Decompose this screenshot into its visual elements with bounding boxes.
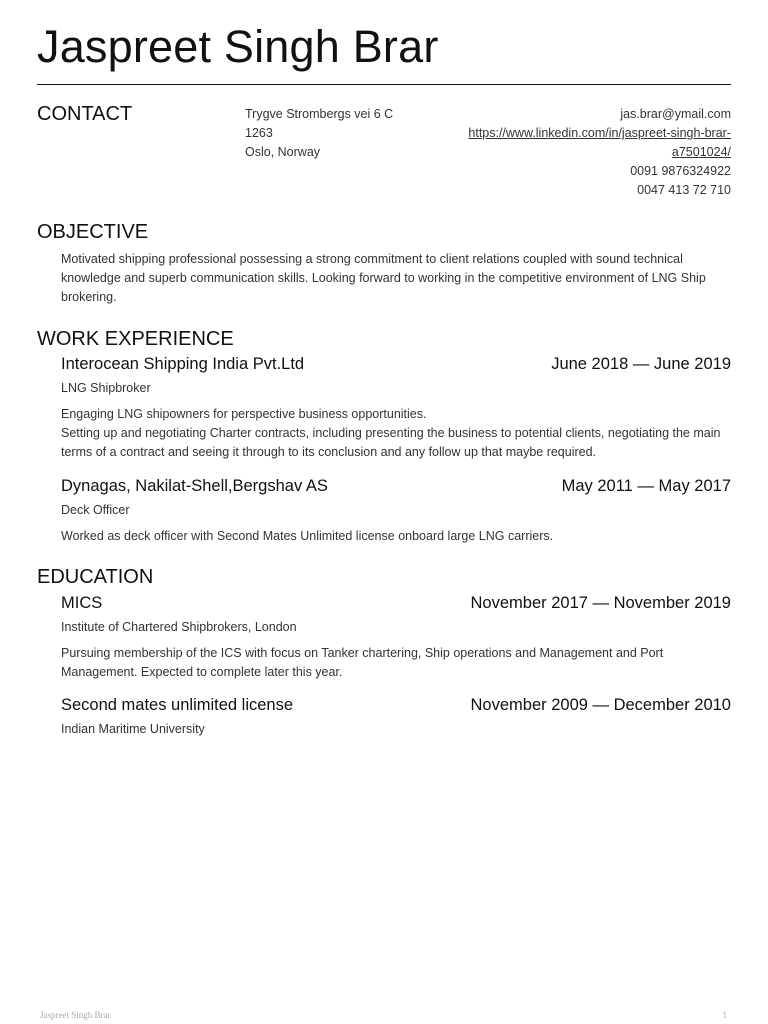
contact-details [468, 105, 731, 200]
objective-text: Motivated shipping professional possessing a strong commitment to client relations coupled with sound technical knowledge and superb communication skills. Looking forward to working in the competitive environment of LNG Ship brokering. [61, 252, 706, 304]
work-description-line: Setting up and negotiating Charter contracts, including presenting the business to potential clients, negotiating the main terms of a contract and seeing it through to its conclusion and any follow up that maybe required. [61, 426, 721, 459]
contact-heading: CONTACT [37, 103, 133, 125]
education-entry [61, 594, 731, 682]
education-institution: Indian Maritime University [61, 722, 205, 736]
education-dates: November 2017 — November 2019 [470, 594, 731, 612]
email-link[interactable]: jas.brar@ymail.com [620, 107, 731, 121]
education-dates: November 2009 — December 2010 [470, 696, 731, 714]
address-city: Oslo, Norway [245, 145, 321, 159]
resume-page [37, 0, 731, 1024]
work-entry [61, 355, 731, 462]
work-experience-heading: WORK EXPERIENCE [37, 328, 234, 350]
phone-india: 0091 9876324922 [630, 164, 731, 178]
objective-heading: OBJECTIVE [37, 221, 149, 243]
education-heading: EDUCATION [37, 566, 154, 588]
education-title: Second mates unlimited license [61, 696, 294, 714]
work-employer: Dynagas, Nakilat-Shell,Bergshav AS [61, 477, 328, 495]
work-role: LNG Shipbroker [61, 381, 151, 395]
footer-name: Jaspreet Singh Brar [40, 1010, 111, 1020]
work-role: Deck Officer [61, 503, 130, 517]
linkedin-url-line-2[interactable]: a7501024/ [671, 145, 731, 159]
linkedin-link[interactable] [468, 124, 731, 162]
work-entry [61, 477, 731, 546]
education-entry [61, 696, 731, 739]
work-description-line: Worked as deck officer with Second Mates Unlimited license onboard large LNG carriers. [61, 529, 554, 543]
work-dates: June 2018 — June 2019 [551, 355, 731, 373]
education-institution: Institute of Chartered Shipbrokers, London [61, 620, 297, 634]
resume-name: Jaspreet Singh Brar [37, 21, 439, 72]
phone-norway: 0047 413 72 710 [637, 183, 731, 197]
work-employer: Interocean Shipping India Pvt.Ltd [61, 355, 305, 373]
education-description: Pursuing membership of the ICS with focus on Tanker chartering, Ship operations and Management and Port Management. Expected to complete later this year. [61, 646, 664, 679]
header-divider [37, 84, 731, 85]
work-description-line: Engaging LNG shipowners for perspective business opportunities. [61, 407, 427, 421]
linkedin-url-line-1[interactable]: https://www.linkedin.com/in/jaspreet-singh-brar- [468, 126, 731, 140]
page-number: 1 [722, 1010, 727, 1020]
contact-address [245, 105, 393, 162]
address-postcode: 1263 [245, 126, 273, 140]
education-title: MICS [61, 594, 103, 612]
address-street: Trygve Strombergs vei 6 C [245, 107, 394, 121]
work-description [61, 527, 731, 546]
work-dates: May 2011 — May 2017 [561, 477, 731, 495]
work-description [61, 405, 731, 462]
